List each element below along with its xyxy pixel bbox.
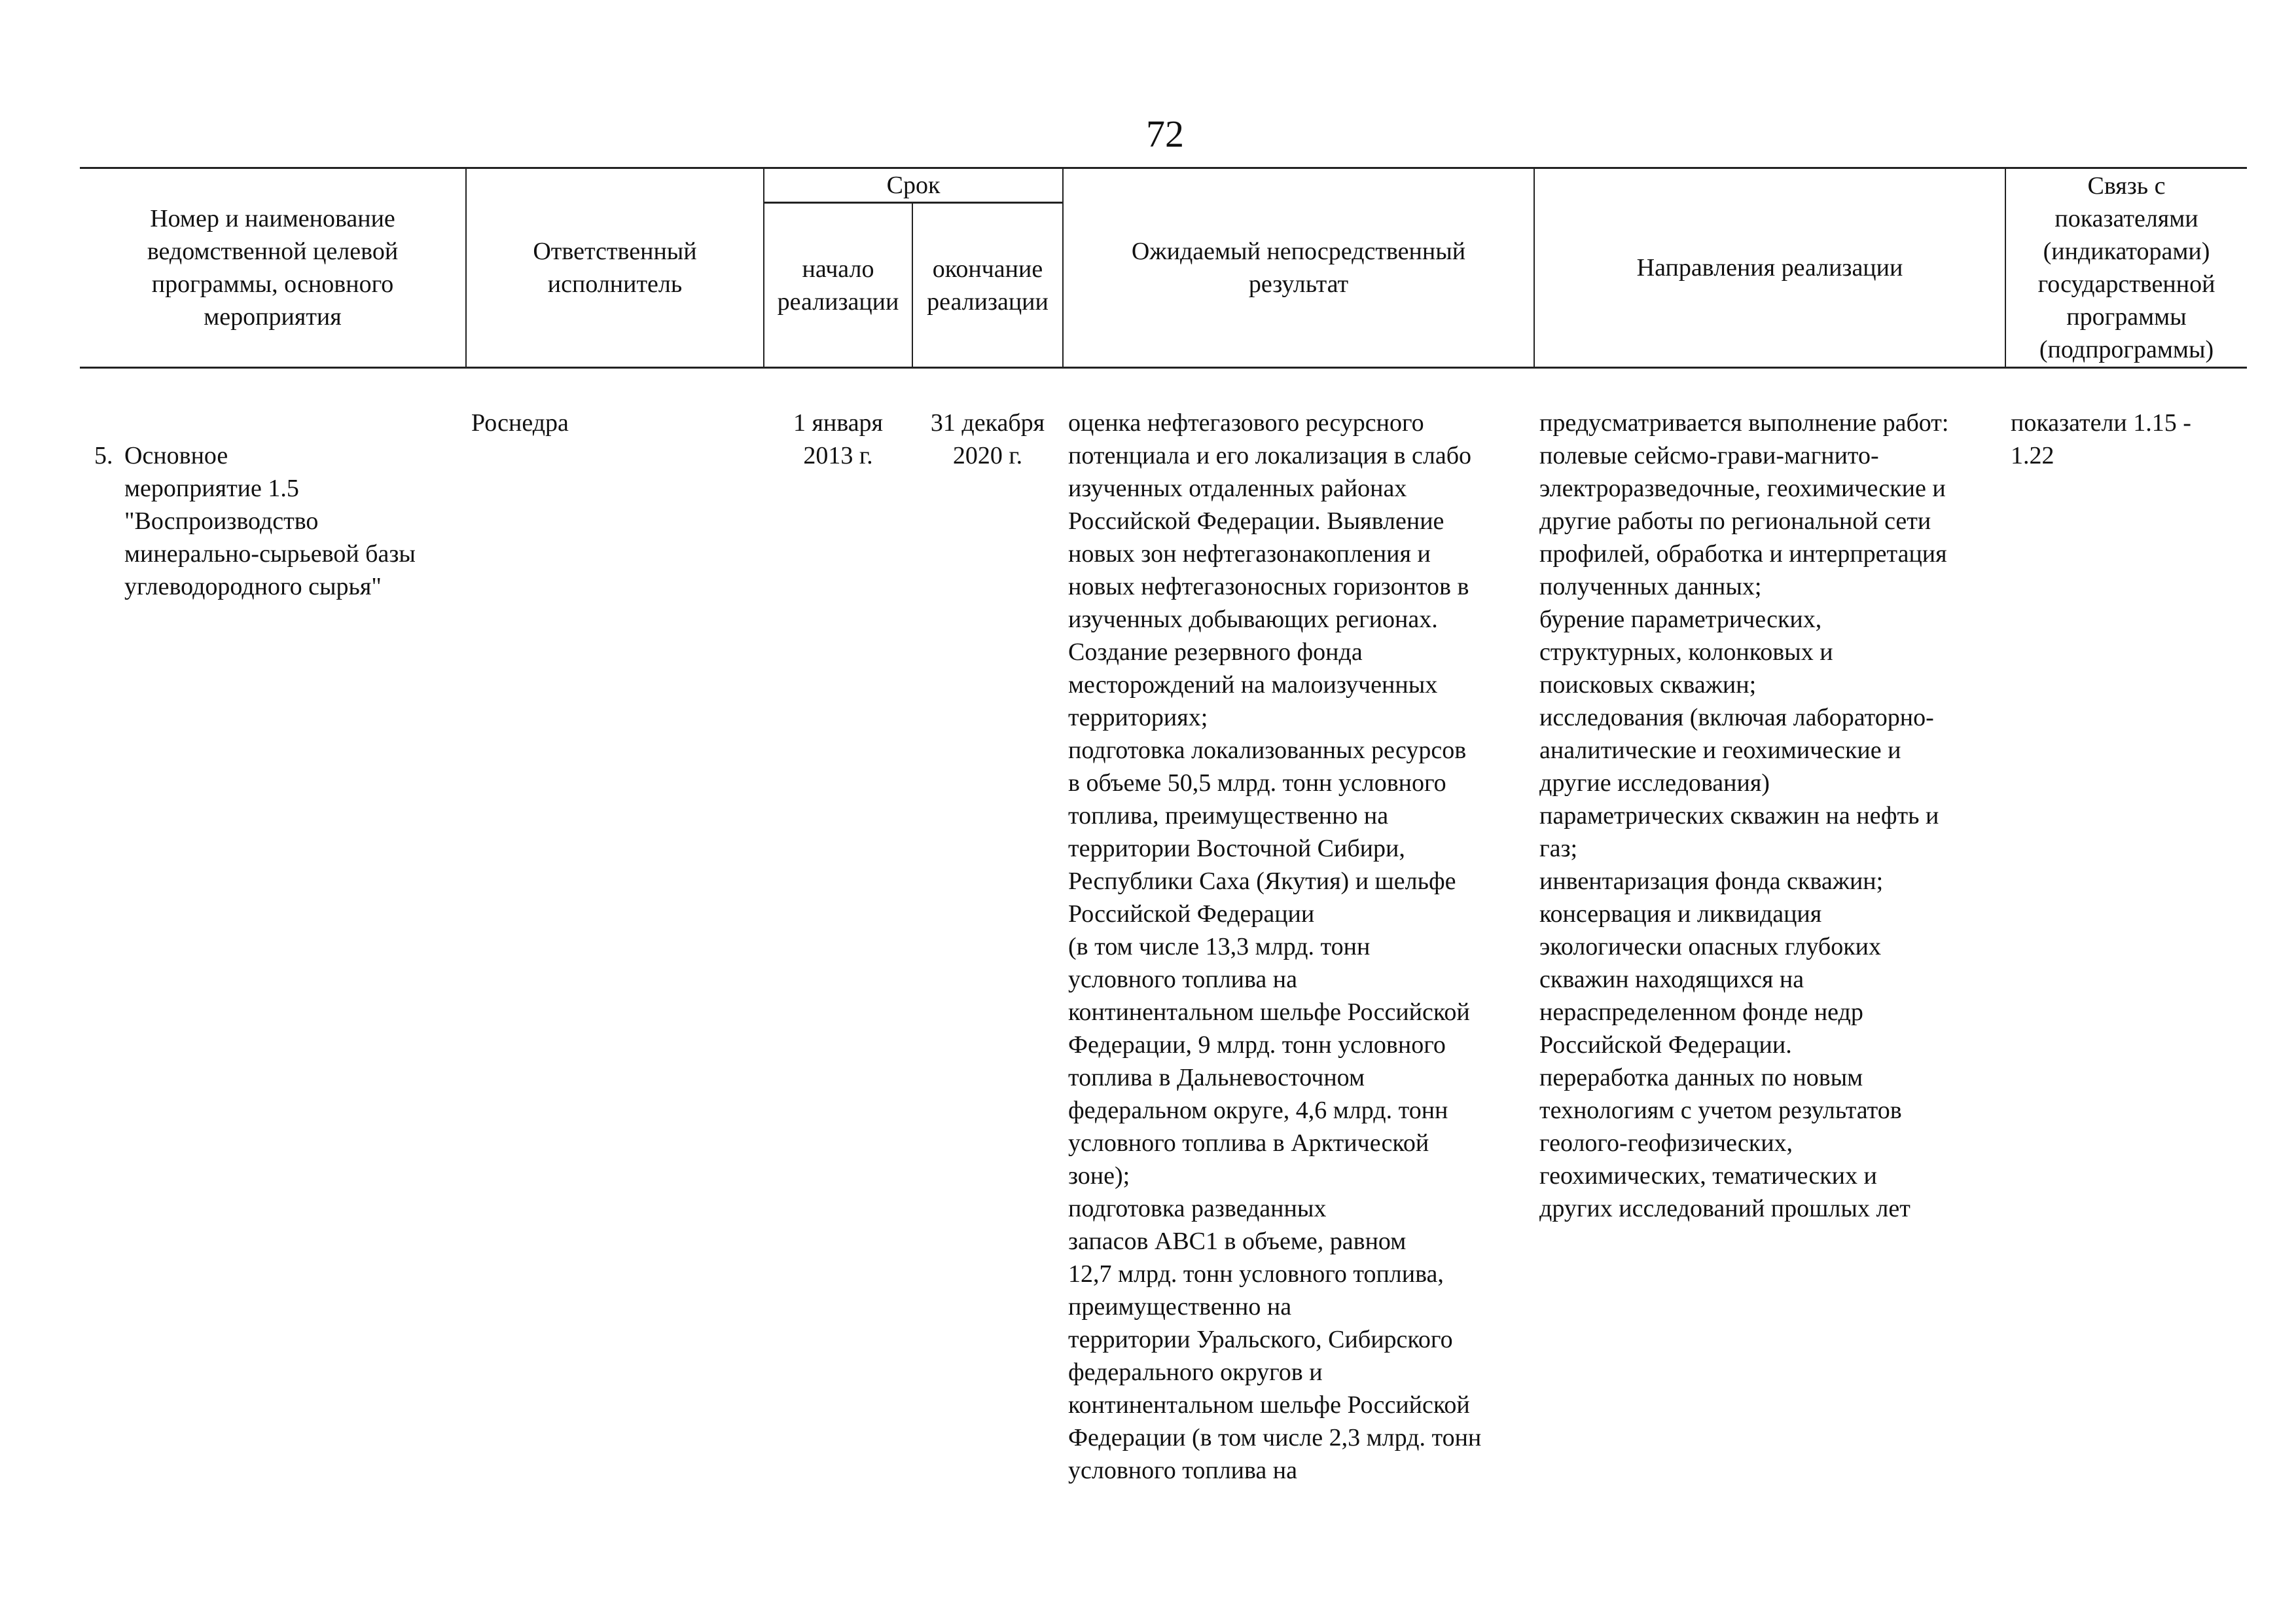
header-result: Ожидаемый непосредственный результат [1063,168,1534,368]
row-number: 5. [94,442,113,469]
cell-indicators: показатели 1.15 - 1.22 [2011,409,2191,469]
page-number: 72 [1146,113,1184,155]
header-program: Номер и наименование ведомственной целевой программы, основного мероприятия [80,168,466,368]
header-indicators: Связь с показателями (индикаторами) государственной программы (подпрограммы) [2005,168,2247,368]
cell-end: 31 декабря 2020 г. [930,409,1045,469]
cell-executor: Роснедра [471,409,569,437]
row-program-name: Основное мероприятие 1.5 "Воспроизводство минерально-сырьевой базы углеводородного сырья" [124,442,416,600]
cell-program [80,368,466,1487]
header-term: Срок [764,168,1063,203]
program-table [80,167,2247,1487]
cell-start: 1 января 2013 г. [793,409,884,469]
cell-directions: предусматривается выполнение работ: полевые сейсмо-грави-магнито- электроразведочные, геохимические и другие работы по региональной сети профилей, обработка и интерпретация полученных данных; бурение параметрических, структурных, колонковых и поисковых скважин; исследования (включая лабораторно- аналитические и геохимические и другие исследования) параметрических скважин на нефть и газ; инвентаризация фонда скважин; консервация и ликвидация экологически опасных глубоких скважин находящихся на нераспределенном фонде недр Российской Федерации. переработка данных по новым технологиям с учетом результатов геолого-геофизических, геохимических, тематических и других исследований прошлых лет [1539,409,1949,1222]
header-start: начало реализации [764,203,912,368]
cell-result: оценка нефтегазового ресурсного потенциала и его локализация в слабо изученных отдаленных районах Российской Федерации. Выявление новых зон нефтегазонакопления и новых нефтегазоносных горизонтов в изученных добывающих регионах. Создание резервного фонда месторождений на малоизученных территориях; подготовка локализованных ресурсов в объеме 50,5 млрд. тонн условного топлива, преимущественно на территории Восточной Сибири, Республики Саха (Якутия) и шельфе Российской Федерации (в том числе 13,3 млрд. тонн условного топлива на континентальном шельфе Российской Федерации, 9 млрд. тонн условного топлива в Дальневосточном федеральном округе, 4,6 млрд. тонн условного топлива в Арктической зоне); подготовка разведанных запасов АВС1 в объеме, равном 12,7 млрд. тонн условного топлива, преимущественно на территории Уральского, Сибирского федерального округов и континентальном шельфе Российской Федерации (в том числе 2,3 млрд. тонн условного топлива на [1068,409,1482,1484]
table-row [80,368,2247,1487]
header-directions: Направления реализации [1534,168,2005,368]
header-executor: Ответственный исполнитель [466,168,764,368]
header-end: окончание реализации [912,203,1063,368]
